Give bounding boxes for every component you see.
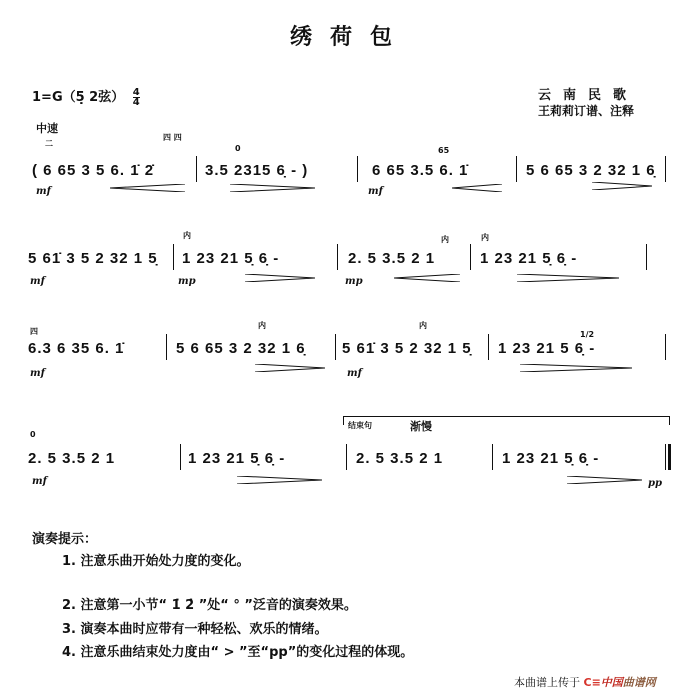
decrescendo-hairpin	[255, 364, 325, 370]
barline	[335, 334, 336, 360]
barline	[357, 156, 358, 182]
barline	[665, 156, 666, 182]
crescendo-hairpin	[452, 184, 502, 190]
key-text: 1=G（5̣ 2弦）	[32, 90, 125, 105]
barline	[337, 244, 338, 270]
barline	[488, 334, 489, 360]
fingering-inner: 内	[419, 321, 427, 330]
page-title: 绣荷包	[289, 24, 410, 50]
site-name-part[interactable]: 中国	[600, 676, 623, 689]
measure: 5 61̇ 3 5 2 32 1 5̣	[342, 340, 472, 357]
measure: 5 6 65 3 2 32 1 6̣	[176, 340, 306, 357]
barline	[196, 156, 197, 182]
measure: 2. 5 3.5 2 1	[348, 250, 436, 267]
grace-note: 1/2	[580, 330, 595, 339]
fingering-inner: 内	[441, 235, 449, 244]
measure: 3.5 2315 6̣ - )	[205, 162, 309, 179]
tip-item: 4. 注意乐曲结束处力度由“ > ”至“pp”的变化过程的体现。	[62, 645, 414, 660]
dynamic-mf: mf	[36, 186, 51, 197]
measure: 1 23 21 5̣ 6̣ -	[480, 250, 578, 267]
harmonic-marker: 0	[30, 430, 36, 439]
measure: 5 6 65 3 2 32 1 6̣	[526, 162, 656, 179]
tips-heading: 演奏提示：	[32, 532, 98, 547]
crescendo-hairpin	[110, 184, 185, 190]
barline	[492, 444, 493, 470]
barline	[173, 244, 174, 270]
dynamic-mf: mf	[30, 276, 45, 287]
dynamic-mp: mp	[178, 276, 196, 287]
decrescendo-hairpin	[592, 182, 652, 188]
measure: 1 23 21 5 6̣ -	[498, 340, 596, 357]
measure: 1 23 21 5̣ 6̣ -	[502, 450, 600, 467]
measure: 5 61̇ 3 5 2 32 1 5̣	[28, 250, 158, 267]
measure: 1 23 21 5̣ 6̣ -	[182, 250, 280, 267]
song-origin: 云南民歌	[538, 88, 639, 103]
tempo-marking: 中速	[36, 122, 58, 135]
decrescendo-hairpin	[517, 274, 619, 280]
ending-bracket	[343, 416, 670, 425]
measure: 6.3 6 35 6. 1̇	[28, 340, 125, 357]
barline	[166, 334, 167, 360]
crescendo-hairpin	[394, 274, 460, 280]
decrescendo-hairpin	[567, 476, 642, 482]
barline	[665, 334, 666, 360]
score-line-1	[0, 133, 700, 198]
grace-notes: 65	[438, 146, 450, 155]
dynamic-mf: mf	[368, 186, 383, 197]
upload-text: 本曲谱上传于	[514, 676, 580, 689]
section-label: 结束句	[348, 421, 372, 430]
measure: ( 6 65 3 5 6. 1̇ 2̇	[32, 162, 155, 179]
arranger-credit: 王莉莉订谱、注释	[538, 104, 635, 118]
tempo-change: 渐慢	[410, 420, 432, 433]
site-logo-icon: C≡	[583, 676, 601, 689]
harmonic-marker: 0	[235, 144, 241, 153]
barline	[646, 244, 647, 270]
key-signature	[32, 86, 140, 107]
measure: 2. 5 3.5 2 1	[356, 450, 444, 467]
string-marker: 四 四	[163, 133, 182, 142]
score-line-4	[0, 412, 700, 492]
decrescendo-hairpin	[245, 274, 315, 280]
fingering-inner: 内	[258, 321, 266, 330]
dynamic-mf: mf	[30, 368, 45, 379]
dynamic-pp: pp	[648, 478, 662, 489]
decrescendo-hairpin	[237, 476, 322, 482]
fingering-inner: 内	[481, 233, 489, 242]
upload-credit	[514, 674, 656, 690]
fingering-inner: 内	[183, 231, 191, 240]
tip-item: 2. 注意第一小节“ 1̇ 2̇ ”处“ ° ”泛音的演奏效果。	[62, 598, 357, 613]
final-barline	[665, 444, 669, 470]
string-marker: 四	[30, 327, 38, 336]
time-signature: $\frac{4}{4}$	[132, 87, 140, 108]
measure: 1 23 21 5̣ 6̣ -	[188, 450, 286, 467]
tip-item: 3. 演奏本曲时应带有一种轻松、欢乐的情绪。	[62, 622, 328, 637]
score-line-3	[0, 318, 700, 378]
barline	[470, 244, 471, 270]
decrescendo-hairpin	[230, 184, 315, 190]
dynamic-mf: mf	[32, 476, 47, 487]
measure: 2. 5 3.5 2 1	[28, 450, 116, 467]
tip-item: 1. 注意乐曲开始处力度的变化。	[62, 554, 250, 569]
site-name-part[interactable]: 曲谱网	[622, 676, 656, 689]
decrescendo-hairpin	[520, 364, 632, 370]
dynamic-mp: mp	[345, 276, 363, 287]
barline	[180, 444, 181, 470]
dynamic-mf: mf	[347, 368, 362, 379]
string-marker: 二	[45, 139, 53, 148]
measure: 6 65 3.5 6. 1̇	[372, 162, 469, 179]
score-line-2	[0, 228, 700, 288]
barline	[346, 444, 347, 470]
barline	[516, 156, 517, 182]
